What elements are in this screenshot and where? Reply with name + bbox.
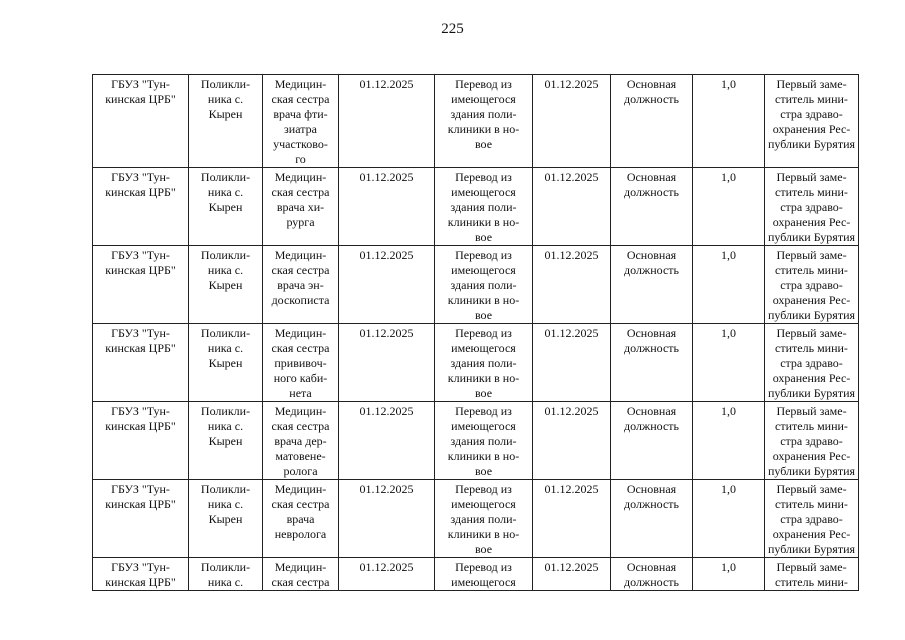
effective-date-cell [533,324,611,402]
department-cell [189,480,263,558]
cell-text: Поликли- ника с. Кырен [200,248,251,292]
date-cell [339,168,435,246]
cell-text: ГБУЗ "Тун- кинская ЦРБ" [105,560,176,589]
cell-text: Первый заме- ститель мини- стра здраво- охранения Рес- публики Бурятия [767,482,856,556]
cell-text: Первый заме- ститель мини- стра здраво- охранения Рес- публики Бурятия [767,404,856,478]
cell-text: Первый заме- ститель мини- [775,560,848,589]
cell-text: Первый заме- ститель мини- стра здраво- охранения Рес- публики Бурятия [767,77,856,151]
institution-cell [93,324,189,402]
date-cell [339,402,435,480]
reason-cell [435,168,533,246]
reason-cell [435,480,533,558]
cell-text: 01.12.2025 [544,326,599,340]
cell-text: Основная должность [624,560,679,589]
cell-text: Основная должность [624,248,679,277]
approver-cell [765,402,859,480]
cell-text: ГБУЗ "Тун- кинская ЦРБ" [105,326,176,355]
cell-text: 01.12.2025 [359,404,414,418]
date-cell [339,558,435,591]
approver-cell [765,324,859,402]
job-type-cell [611,402,693,480]
position-cell [263,480,339,558]
cell-text: Медицин- ская сестра врача дер- матовене- ролога [271,404,330,478]
rate-cell [693,246,765,324]
cell-text: 1,0 [721,326,736,340]
cell-text: Медицин- ская сестра прививоч- ного каби- нета [271,326,330,400]
institution-cell [93,75,189,168]
cell-text: Поликли- ника с. [200,560,251,589]
cell-text: 01.12.2025 [359,482,414,496]
cell-text: Первый заме- ститель мини- стра здраво- охранения Рес- публики Бурятия [767,170,856,244]
job-type-cell [611,324,693,402]
reason-cell [435,558,533,591]
department-cell [189,324,263,402]
cell-text: Поликли- ника с. Кырен [200,77,251,121]
approver-cell [765,75,859,168]
position-cell [263,324,339,402]
cell-text: Медицин- ская сестра врача фти- зиатра участково- го [271,77,330,166]
cell-text: Основная должность [624,404,679,433]
cell-text: Перевод из имеющегося здания поли- клиники в но- вое [447,326,520,400]
cell-text: 01.12.2025 [359,77,414,91]
rate-cell [693,480,765,558]
institution-cell [93,558,189,591]
date-cell [339,480,435,558]
position-cell [263,75,339,168]
department-cell [189,75,263,168]
reason-cell [435,246,533,324]
effective-date-cell [533,75,611,168]
rate-cell [693,558,765,591]
cell-text: Поликли- ника с. Кырен [200,326,251,370]
table-row [93,480,859,558]
cell-text: Медицин- ская сестра врача невролога [271,482,330,541]
reason-cell [435,324,533,402]
department-cell [189,402,263,480]
cell-text: Перевод из имеющегося здания поли- клиники в но- вое [447,77,520,151]
position-cell [263,558,339,591]
cell-text: 1,0 [721,404,736,418]
date-cell [339,246,435,324]
cell-text: Перевод из имеющегося здания поли- клиники в но- вое [447,482,520,556]
table-row [93,246,859,324]
cell-text: 01.12.2025 [544,560,599,574]
approver-cell [765,246,859,324]
job-type-cell [611,246,693,324]
cell-text: Основная должность [624,326,679,355]
cell-text: Перевод из имеющегося здания поли- клиники в но- вое [447,248,520,322]
reason-cell [435,402,533,480]
cell-text: 01.12.2025 [359,560,414,574]
cell-text: 01.12.2025 [544,77,599,91]
department-cell [189,168,263,246]
job-type-cell [611,480,693,558]
cell-text: Первый заме- ститель мини- стра здраво- охранения Рес- публики Бурятия [767,326,856,400]
cell-text: 1,0 [721,77,736,91]
staff-table [92,74,859,591]
cell-text: Медицин- ская сестра врача хи- рурга [271,170,330,229]
page-number: 225 [441,21,464,37]
cell-text: ГБУЗ "Тун- кинская ЦРБ" [105,404,176,433]
cell-text: 1,0 [721,482,736,496]
effective-date-cell [533,480,611,558]
cell-text: 1,0 [721,248,736,262]
cell-text: ГБУЗ "Тун- кинская ЦРБ" [105,77,176,106]
table-row [93,402,859,480]
cell-text: Перевод из имеющегося здания поли- клиники в но- вое [447,170,520,244]
cell-text: 01.12.2025 [544,170,599,184]
effective-date-cell [533,558,611,591]
cell-text: Перевод из имеющегося здания поли- клиники в но- вое [447,404,520,478]
approver-cell [765,480,859,558]
cell-text: 1,0 [721,560,736,574]
rate-cell [693,324,765,402]
effective-date-cell [533,246,611,324]
table-row [93,75,859,168]
institution-cell [93,168,189,246]
cell-text: Основная должность [624,77,679,106]
cell-text: ГБУЗ "Тун- кинская ЦРБ" [105,170,176,199]
department-cell [189,246,263,324]
cell-text: ГБУЗ "Тун- кинская ЦРБ" [105,248,176,277]
department-cell [189,558,263,591]
job-type-cell [611,168,693,246]
table-row [93,558,859,591]
cell-text: Первый заме- ститель мини- стра здраво- охранения Рес- публики Бурятия [767,248,856,322]
cell-text: 1,0 [721,170,736,184]
cell-text: 01.12.2025 [359,170,414,184]
effective-date-cell [533,402,611,480]
institution-cell [93,402,189,480]
cell-text: Перевод из имеющегося [451,560,516,589]
position-cell [263,402,339,480]
rate-cell [693,168,765,246]
date-cell [339,75,435,168]
table-row [93,168,859,246]
effective-date-cell [533,168,611,246]
institution-cell [93,480,189,558]
position-cell [263,168,339,246]
cell-text: Поликли- ника с. Кырен [200,404,251,448]
approver-cell [765,168,859,246]
cell-text: 01.12.2025 [359,326,414,340]
rate-cell [693,75,765,168]
table-body [93,75,859,591]
date-cell [339,324,435,402]
cell-text: 01.12.2025 [359,248,414,262]
cell-text: Основная должность [624,482,679,511]
cell-text: Медицин- ская сестра [271,560,330,589]
job-type-cell [611,558,693,591]
reason-cell [435,75,533,168]
rate-cell [693,402,765,480]
cell-text: Поликли- ника с. Кырен [200,170,251,214]
institution-cell [93,246,189,324]
cell-text: ГБУЗ "Тун- кинская ЦРБ" [105,482,176,511]
approver-cell [765,558,859,591]
cell-text: Основная должность [624,170,679,199]
position-cell [263,246,339,324]
cell-text: Медицин- ская сестра врача эн- доскописта [271,248,330,307]
cell-text: 01.12.2025 [544,248,599,262]
cell-text: 01.12.2025 [544,404,599,418]
job-type-cell [611,75,693,168]
cell-text: 01.12.2025 [544,482,599,496]
cell-text: Поликли- ника с. Кырен [200,482,251,526]
table-row [93,324,859,402]
